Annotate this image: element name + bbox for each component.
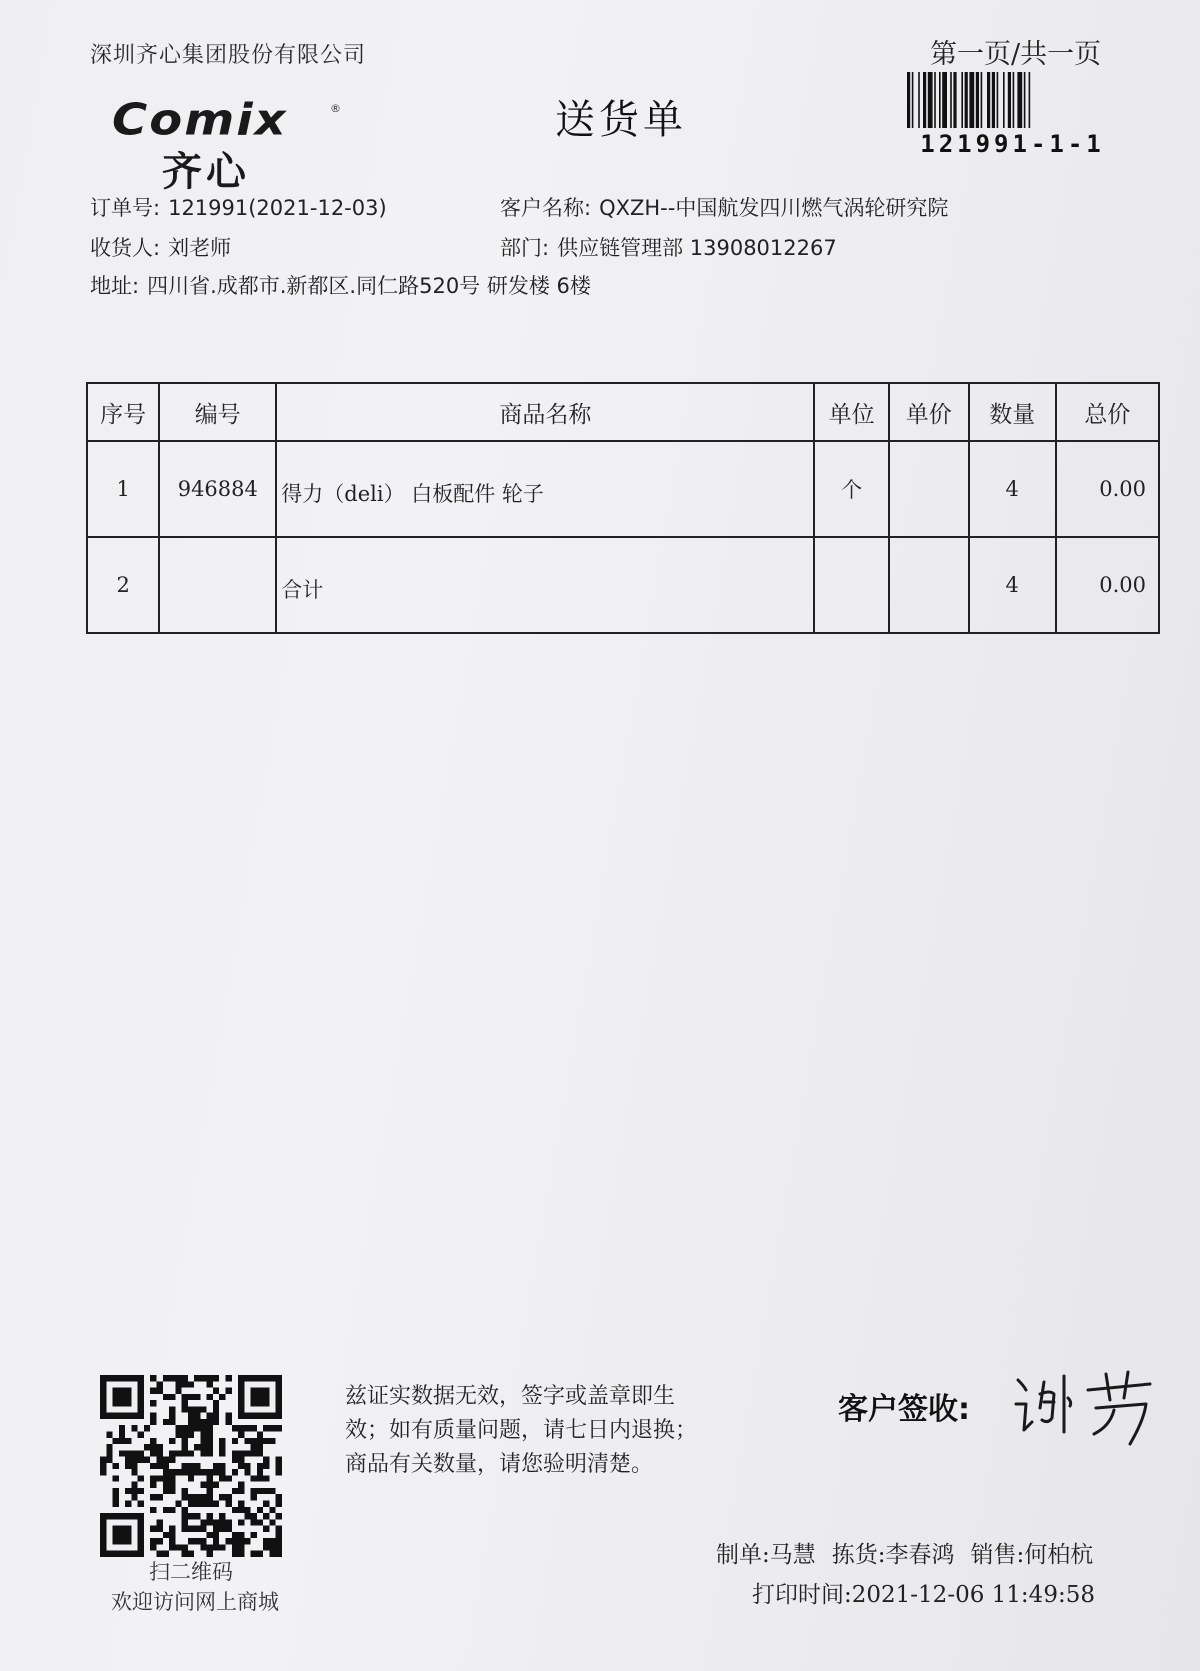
header-product-name: 商品名称 bbox=[276, 383, 814, 441]
address bbox=[90, 270, 591, 300]
order-label: 订单号: bbox=[90, 196, 161, 220]
items-table bbox=[86, 382, 1160, 634]
comix-logo-chinese: 齐心 bbox=[162, 149, 250, 195]
qr-caption-shop: 欢迎访问网上商城 bbox=[111, 1590, 279, 1614]
cell-unit-price bbox=[889, 537, 969, 633]
dept-label: 部门: bbox=[500, 236, 550, 260]
disclaimer-text bbox=[345, 1380, 765, 1482]
header-unit-price: 单价 bbox=[889, 383, 969, 441]
cell-quantity: 4 bbox=[969, 537, 1056, 633]
cell-code bbox=[159, 537, 276, 633]
disclaimer-line-1: 兹证实数据无效，签字或盖章即生 bbox=[345, 1384, 676, 1409]
table-row bbox=[87, 441, 1159, 537]
cell-code: 946884 bbox=[159, 441, 276, 537]
picker: 拣货:李春鸿 bbox=[831, 1542, 955, 1568]
header-code: 编号 bbox=[159, 383, 276, 441]
customer-name bbox=[500, 192, 948, 222]
barcode-number: 121991-1-1 bbox=[920, 130, 1105, 158]
cell-product-name: 得力（deli） 白板配件 轮子 bbox=[276, 441, 814, 537]
document-title: 送货单 bbox=[555, 97, 687, 143]
comix-logo-text: Comix bbox=[112, 94, 288, 146]
department bbox=[500, 232, 837, 262]
cell-seq: 2 bbox=[87, 537, 159, 633]
header-quantity: 数量 bbox=[969, 383, 1056, 441]
cell-unit bbox=[814, 537, 888, 633]
customer-value: QXZH--中国航发四川燃气涡轮研究院 bbox=[599, 196, 949, 220]
staff-line bbox=[716, 1536, 1093, 1569]
receiver-label: 收货人: bbox=[90, 236, 161, 260]
customer-signature-label: 客户签收: bbox=[838, 1392, 970, 1427]
page-indicator: 第一页/共一页 bbox=[930, 39, 1102, 70]
cell-unit-price bbox=[889, 441, 969, 537]
cell-seq: 1 bbox=[87, 441, 159, 537]
customer-label: 客户名称: bbox=[500, 196, 592, 220]
order-number bbox=[90, 192, 387, 222]
disclaimer-line-2: 效；如有质量问题，请七日内退换； bbox=[345, 1418, 698, 1443]
header-seq: 序号 bbox=[87, 383, 159, 441]
order-value: 121991(2021-12-03) bbox=[168, 196, 387, 220]
cell-total: 0.00 bbox=[1056, 441, 1159, 537]
cell-quantity: 4 bbox=[969, 441, 1056, 537]
barcode bbox=[905, 72, 1120, 128]
header-total: 总价 bbox=[1056, 383, 1159, 441]
header-unit: 单位 bbox=[814, 383, 888, 441]
table-row bbox=[87, 537, 1159, 633]
disclaimer-line-3: 商品有关数量，请您验明清楚。 bbox=[345, 1452, 654, 1477]
qr-caption-scan: 扫二维码 bbox=[149, 1560, 233, 1584]
dept-value: 供应链管理部 13908012267 bbox=[557, 236, 837, 260]
address-label: 地址: bbox=[90, 274, 140, 298]
maker: 制单:马慧 bbox=[716, 1542, 816, 1568]
cell-total: 0.00 bbox=[1056, 537, 1159, 633]
address-value: 四川省.成都市.新都区.同仁路520号 研发楼 6楼 bbox=[147, 274, 591, 298]
print-time: 打印时间:2021-12-06 11:49:58 bbox=[752, 1582, 1095, 1608]
registered-mark-icon: ® bbox=[330, 102, 341, 115]
receiver-value: 刘老师 bbox=[168, 236, 232, 260]
cell-product-name: 合计 bbox=[276, 537, 814, 633]
company-name: 深圳齐心集团股份有限公司 bbox=[90, 43, 367, 68]
qr-code bbox=[100, 1375, 282, 1557]
sales: 销售:何柏杭 bbox=[970, 1542, 1094, 1568]
customer-signature bbox=[1010, 1360, 1160, 1450]
receiver bbox=[90, 232, 231, 262]
table-header-row bbox=[87, 383, 1159, 441]
cell-unit: 个 bbox=[814, 441, 888, 537]
